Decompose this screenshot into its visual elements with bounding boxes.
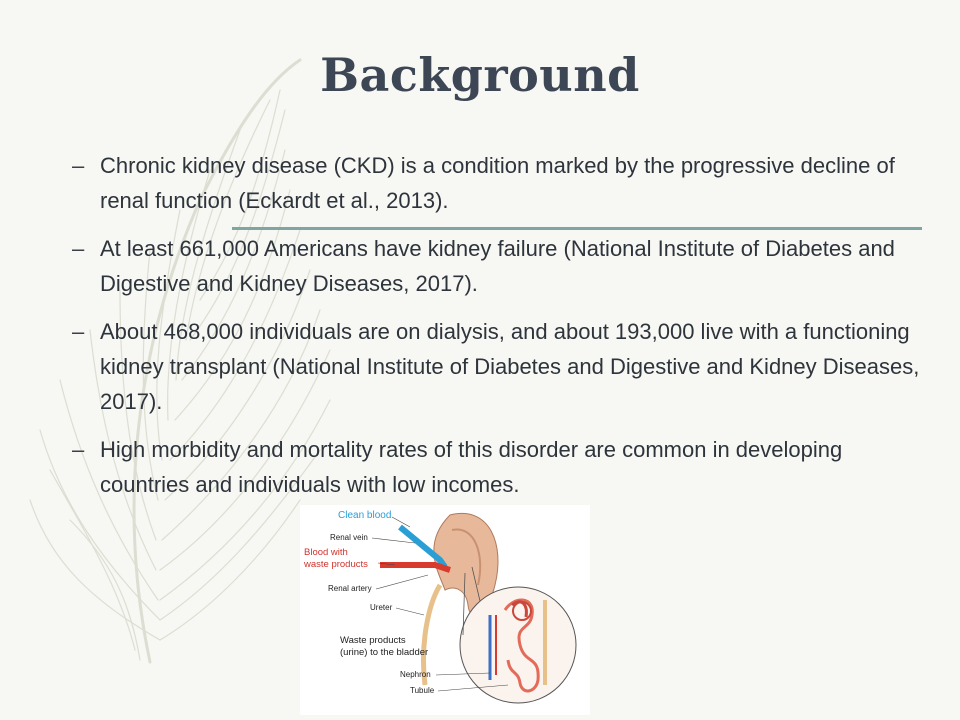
label-waste-products-line1: Waste products (340, 635, 406, 646)
bullet-text: High morbidity and mortality rates of this disorder are common in developing countries and individuals with low incomes. (100, 437, 843, 497)
slide-title: Background (320, 48, 640, 102)
bullet-list (72, 148, 932, 515)
bullet-text: Chronic kidney disease (CKD) is a condition marked by the progressive decline of renal function (Eckardt et al., 2013). (100, 153, 895, 213)
bullet-item (72, 231, 932, 301)
label-blood-waste-line1: Blood with (304, 547, 348, 558)
bullet-item (72, 432, 932, 502)
label-ureter: Ureter (370, 603, 393, 612)
bullet-marker: – (72, 153, 85, 178)
label-renal-artery: Renal artery (328, 584, 372, 593)
bullet-text: At least 661,000 Americans have kidney failure (National Institute of Diabetes and Digestive and Kidney Diseases, 2017). (100, 236, 895, 296)
bullet-item (72, 148, 932, 218)
kidney-diagram (300, 505, 590, 715)
bullet-marker: – (72, 236, 85, 261)
label-blood-waste-line2: waste products (304, 559, 368, 570)
bullet-text: About 468,000 individuals are on dialysis, and about 193,000 live with a functioning kidney transplant (National Institute of Diabetes and Digestive and Kidney Diseases, 2017). (100, 319, 920, 414)
bullet-marker: – (72, 437, 85, 462)
label-renal-vein: Renal vein (330, 533, 368, 542)
nephron-zoom-circle (460, 587, 576, 703)
bullet-marker: – (72, 319, 85, 344)
label-nephron: Nephron (400, 670, 431, 679)
label-waste-products-line2: (urine) to the bladder (340, 647, 429, 658)
label-tubule: Tubule (410, 686, 435, 695)
bullet-item (72, 314, 932, 419)
label-clean-blood: Clean blood (338, 510, 392, 521)
